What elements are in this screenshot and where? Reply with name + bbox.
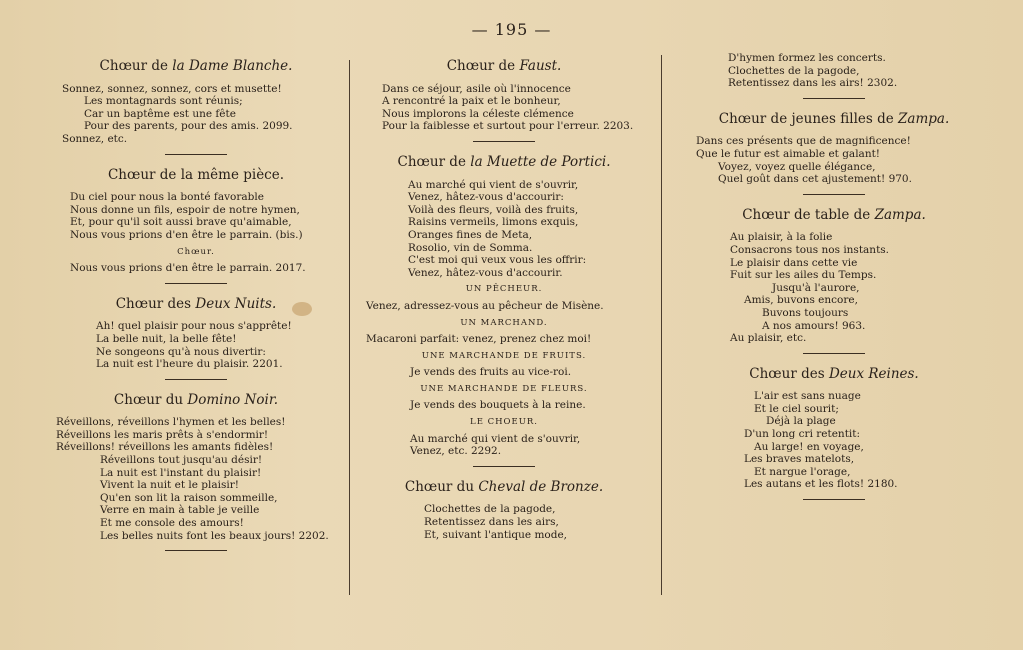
verse-line: Au marché qui vient de s'ouvrir,: [410, 432, 581, 445]
verse-line: Les montagnards sont réunis;: [84, 95, 243, 108]
verse-line: Ah! quel plaisir pour nous s'apprête!: [96, 320, 292, 333]
verse-line: Jusqu'à l'aurore,: [772, 281, 860, 294]
page-number: — 195 —: [471, 20, 552, 39]
verse-line: Clochettes de la pagode,: [424, 503, 556, 516]
verse-line: Retentissez dans les airs,: [424, 516, 559, 529]
verse-line: La nuit est l'instant du plaisir!: [100, 466, 262, 479]
section-title-prefix: Chœur de: [99, 58, 168, 74]
verse-line: Fuit sur les ailes du Temps.: [730, 269, 877, 282]
section-title: [62, 295, 330, 312]
column-middle: [360, 52, 648, 541]
section-title-prefix: Chœur de: [446, 58, 516, 74]
section-title-work: la Muette de Portici.: [470, 153, 611, 170]
section-title: [690, 206, 978, 223]
verse-line: Ne songeons qu'à nous divertir:: [96, 345, 266, 358]
section-rule: [165, 379, 227, 380]
speaker-label: Chœur.: [177, 246, 215, 257]
verse-line: Nous vous prions d'en être le parrain. (bis.): [70, 228, 303, 241]
column-divider-left: [349, 60, 350, 595]
verse-line: Que le futur est aimable et galant!: [696, 147, 881, 160]
section-title-prefix: Chœur de la même pièce.: [107, 166, 285, 183]
section-title-prefix: Chœur des: [115, 295, 192, 312]
verse-line: Nous implorons la céleste clémence: [382, 107, 574, 120]
section-title-work: Faust.: [519, 58, 562, 74]
section-title: [690, 365, 978, 382]
verse-line: D'un long cri retentit:: [744, 428, 861, 441]
section-title: [690, 110, 978, 127]
verse-line: Dans ce séjour, asile où l'innocence: [382, 82, 571, 95]
verse-line: Et le ciel sourit;: [754, 402, 839, 415]
verse-line: Pour des parents, pour des amis. 2099.: [84, 120, 293, 133]
section-title-prefix: Chœur des: [749, 365, 825, 382]
verse-line: Nous vous prions d'en être le parrain. 2017.: [70, 262, 306, 275]
verse-line: La belle nuit, la belle fête!: [96, 332, 237, 345]
verse-line: Et, pour qu'il soit aussi brave qu'aimable,: [70, 216, 292, 229]
verse-line: Raisins vermeils, limons exquis,: [408, 216, 579, 229]
verse-line: Clochettes de la pagode,: [728, 64, 860, 77]
verse-line: Rosolio, vin de Somma.: [408, 241, 533, 254]
section-title-prefix: Chœur de: [397, 153, 466, 170]
verse-line: C'est moi qui veux vous les offrir:: [408, 254, 587, 267]
verse-line: Au large! en voyage,: [754, 440, 864, 453]
verse-line: Et me console des amours!: [100, 517, 244, 530]
verse-line: Et nargue l'orage,: [754, 465, 851, 478]
verse-line: Réveillons tout jusqu'au désir!: [100, 454, 263, 467]
section-title-work: la Dame Blanche.: [172, 58, 293, 74]
section-title: [62, 166, 330, 183]
verse-line: Sonnez, sonnez, sonnez, cors et musette!: [62, 82, 282, 95]
section-title: [62, 391, 330, 408]
section-title-prefix: Chœur du: [113, 391, 184, 408]
section-rule: [165, 283, 227, 284]
section-rule: [165, 154, 227, 155]
verse-line: Les braves matelots,: [744, 453, 855, 466]
section-rule: [803, 194, 865, 195]
verse-line: Au marché qui vient de s'ouvrir,: [408, 178, 579, 191]
verse-line: Retentissez dans les airs! 2302.: [728, 77, 898, 90]
verse-line: Qu'en son lit la raison sommeille,: [100, 491, 278, 504]
column-left: [56, 52, 330, 565]
verse-line: D'hymen formez les concerts.: [728, 52, 886, 64]
speaker-label: UN MARCHAND.: [460, 317, 548, 328]
verse-line: Au plaisir, à la folie: [730, 231, 833, 244]
verse-line: Oranges fines de Meta,: [408, 228, 533, 241]
verse-line: Les autans et les flots! 2180.: [744, 478, 898, 491]
verse-line: Du ciel pour nous la bonté favorable: [70, 191, 264, 204]
verse-line: Buvons toujours: [762, 306, 849, 319]
section-title-work: Cheval de Bronze.: [478, 478, 604, 495]
verse-line: Et, suivant l'antique mode,: [424, 528, 568, 541]
verse-line: Réveillons! réveillons les amants fidèles!: [56, 441, 274, 454]
speaker-label: LE CHOEUR.: [470, 417, 538, 428]
verse-line: Quel goût dans cet ajustement! 970.: [718, 173, 912, 186]
end-rule: [165, 550, 227, 551]
section-rule: [803, 98, 865, 99]
speaker-label: UN PÊCHEUR.: [465, 284, 543, 295]
verse-line: Verre en main à table je veille: [100, 504, 260, 517]
section-title-work: Deux Reines.: [828, 365, 919, 382]
section-rule: [473, 466, 535, 467]
verse-line: Venez, adressez-vous au pêcheur de Misène.: [366, 299, 604, 312]
section-title-prefix: Chœur de table de: [742, 206, 871, 223]
verse-line: Voilà des fleurs, voilà des fruits,: [408, 203, 579, 216]
section-title-prefix: Chœur de jeunes filles de: [718, 110, 894, 127]
section-rule: [803, 353, 865, 354]
verse-line: Venez, hâtez-vous d'accourir:: [408, 191, 564, 204]
verse-line: Venez, hâtez-vous d'accourir.: [408, 266, 563, 279]
verse-line: Venez, etc. 2292.: [410, 445, 502, 458]
verse-line: Macaroni parfait: venez, prenez chez moi!: [366, 333, 592, 346]
section-rule: [473, 141, 535, 142]
verse-line: Je vends des bouquets à la reine.: [410, 399, 586, 412]
section-title: [360, 478, 648, 495]
verse-line: Nous donne un fils, espoir de notre hymen,: [70, 203, 300, 216]
verse-line: Au plaisir, etc.: [730, 332, 807, 345]
section-title-work: Domino Noir.: [187, 391, 279, 408]
column-right: [690, 52, 978, 514]
verse-line: Dans ces présents que de magnificence!: [696, 135, 911, 148]
speaker-label: UNE MARCHANDE DE FRUITS.: [421, 350, 587, 361]
verse-line: Amis, buvons encore,: [744, 294, 858, 307]
verse-line: Je vends des fruits au vice-roi.: [410, 366, 572, 379]
verse-line: Car un baptême est une fête: [84, 107, 236, 120]
section-title: [360, 153, 648, 170]
verse-line: Déjà la plage: [766, 415, 836, 428]
verse-line: Consacrons tous nos instants.: [730, 243, 890, 256]
verse-line: Réveillons les maris prêts à s'endormir!: [56, 428, 269, 441]
verse-line: L'air est sans nuage: [754, 390, 861, 403]
speaker-label: UNE MARCHANDE DE FLEURS.: [420, 383, 588, 394]
verse-line: A rencontré la paix et le bonheur,: [382, 95, 561, 108]
end-rule: [803, 499, 865, 500]
verse-line: Réveillons, réveillons l'hymen et les belles!: [56, 416, 286, 429]
section-title: [360, 60, 648, 73]
column-divider-right: [661, 55, 662, 595]
verse-line: Vivent la nuit et le plaisir!: [100, 479, 239, 492]
section-title-work: Deux Nuits.: [195, 295, 277, 312]
section-title-prefix: Chœur du: [404, 478, 475, 495]
verse-line: Sonnez, etc.: [62, 132, 128, 145]
verse-line: Voyez, voyez quelle élégance,: [718, 160, 876, 173]
section-title: [62, 60, 330, 73]
verse-line: Le plaisir dans cette vie: [730, 256, 858, 269]
verse-line: A nos amours! 963.: [762, 319, 866, 332]
verse-line: Les belles nuits font les beaux jours! 2202.: [100, 529, 329, 542]
section-title-work: Zampa.: [898, 110, 950, 127]
verse-line: La nuit est l'heure du plaisir. 2201.: [96, 358, 283, 371]
verse-line: Pour la faiblesse et surtout pour l'erreur. 2203.: [382, 120, 634, 133]
section-title-work: Zampa.: [874, 206, 926, 223]
